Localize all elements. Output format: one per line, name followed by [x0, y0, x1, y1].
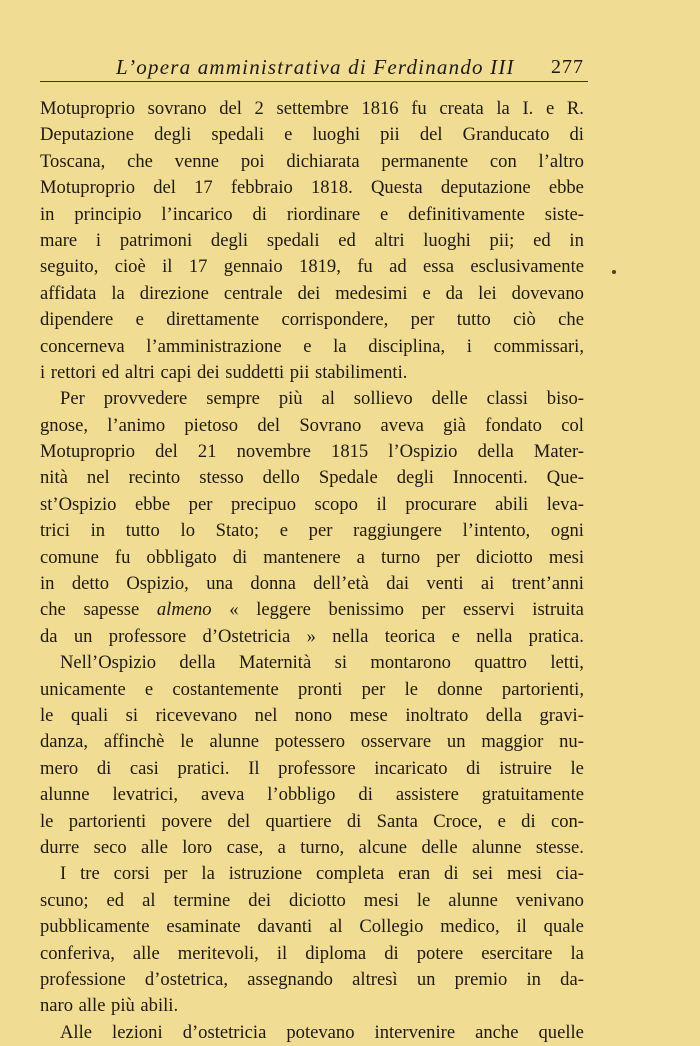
page-header — [40, 53, 588, 82]
text-line: Alle lezioni d’ostetricia potevano intervenire anche quelle — [60, 1021, 584, 1043]
ink-speck — [612, 270, 616, 274]
text-line: le partorienti povere del quartiere di Santa Croce, e di con- — [40, 810, 584, 832]
text-line: Motuproprio sovrano del 2 settembre 1816 fu creata la I. e R. — [40, 98, 584, 119]
text-line: I tre corsi per la istruzione completa eran di sei mesi cia- — [60, 863, 584, 885]
text-line: durre seco alle loro case, a turno, alcune delle alunne stesse. — [40, 836, 584, 858]
text-line: conferiva, alle meritevoli, il diploma di potere esercitare la — [40, 942, 584, 964]
text-line: Per provvedere sempre più al sollievo delle classi biso- — [60, 388, 584, 410]
text-line: seguito, cioè il 17 gennaio 1819, fu ad essa esclusivamente — [40, 256, 584, 278]
text-line: scuno; ed al termine dei diciotto mesi le alunne venivano — [40, 889, 584, 911]
text-line: le quali si ricevevano nel nono mese inoltrato della gravi- — [40, 704, 584, 726]
text-line: i rettori ed altri capi dei suddetti pii stabilimenti. — [40, 361, 408, 383]
text-line: unicamente e costantemente pronti per le donne partorienti, — [40, 678, 584, 700]
text-line: concerneva l’amministrazione e la disciplina, i commissari, — [40, 335, 584, 357]
text-line: in detto Ospizio, una donna dell’età dai venti ai trent’anni — [40, 573, 584, 595]
text-line: Deputazione degli spedali e luoghi pii del Granducato di — [40, 124, 584, 146]
running-title: L’opera amministrativa di Ferdinando III — [116, 55, 515, 79]
text-line: Motuproprio del 17 febbraio 1818. Questa deputazione ebbe — [40, 177, 584, 199]
text-line: professione d’ostetrica, assegnando altresì un premio in da- — [40, 968, 584, 990]
text-line: pubblicamente esaminate davanti al Collegio medico, il quale — [40, 916, 584, 938]
text-line: trici in tutto lo Stato; e per raggiungere l’intento, ogni — [40, 520, 584, 542]
text-line: dipendere e direttamente corrispondere, per tutto ciò che — [40, 309, 584, 331]
text-line: Nell’Ospizio della Maternità si montarono quattro letti, — [60, 652, 584, 674]
text-line: alunne levatrici, aveva l’obbligo di assistere gratuitamente — [40, 784, 584, 806]
text-line: che sapesse almeno « leggere benissimo per esservi istruita — [40, 599, 584, 621]
text-line: comune fu obbligato di mantenere a turno per diciotto mesi — [40, 546, 584, 568]
text-line: gnose, l’animo pietoso del Sovrano aveva già fondato col — [40, 414, 584, 436]
text-line: danza, affinchè le alunne potessero osservare un maggior nu- — [40, 731, 584, 753]
text-line: Motuproprio del 21 novembre 1815 l’Ospizio della Mater- — [40, 441, 584, 463]
text-line: mero di casi pratici. Il professore incaricato di istruire le — [40, 757, 584, 779]
text-line: mare i patrimoni degli spedali ed altri luoghi pii; ed in — [40, 229, 584, 251]
page-number: 277 — [551, 56, 584, 78]
text-line: nità nel recinto stesso dello Spedale degli Innocenti. Que- — [40, 467, 584, 489]
text-line: affidata la direzione centrale dei medesimi e da lei dovevano — [40, 282, 584, 304]
text-line: in principio l’incarico di riordinare e definitivamente siste- — [40, 203, 584, 225]
body-text — [40, 96, 584, 1046]
text-line: da un professore d’Ostetricia » nella teorica e nella pratica. — [40, 625, 584, 647]
text-line: st’Ospizio ebbe per precipuo scopo il procurare abili leva- — [40, 493, 584, 515]
text-line: naro alle più abili. — [40, 995, 179, 1017]
text-line: Toscana, che venne poi dichiarata permanente con l’altro — [40, 150, 584, 172]
